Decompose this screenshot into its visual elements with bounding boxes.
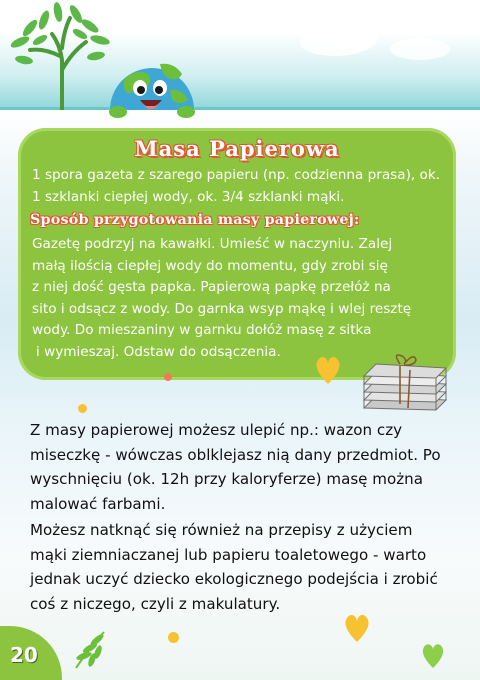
paragraph-line: mąki ziemniaczanej lub papieru toaletowego - warto [30,545,427,564]
paragraph-line: malować farbami. [30,494,166,513]
method-line: Gazetę podrzyj na kawałki. Umieść w naczyniu. Zalej [32,236,393,252]
earth-mascot-icon [104,40,200,120]
paragraph-line: Możesz natknąć się również na przepisy z użyciem [30,521,413,539]
cloud [330,22,378,52]
method-line: i wymieszaj. Odstaw do odsączenia. [36,343,281,360]
method-line: sito i odsącz z wody. Do garnka wsyp mąkę i wlej resztę [32,300,412,317]
method-line: małą ilością ciepłej wody do momentu, gdy zrobi się [32,257,388,274]
card-title: Masa Papierowa [134,136,340,161]
decorative-dot [168,632,179,643]
ingredients-text: 1 spora gazeta z szarego papieru (np. codzienna prasa), ok. 1 szklanki ciepłej wody, ok. 3/4 szklanki mąki. [32,167,441,205]
decorative-dot [164,373,172,381]
recipe-card [18,128,456,380]
paragraph-usage [30,418,450,516]
paragraph-line: coś z niczego, czyli z makulatury. [30,594,281,613]
decorative-dot [78,404,87,413]
paragraph-line: miseczkę - wówczas oblklejasz nią dany przedmiot. Po [30,445,441,464]
paragraph-line: wyschnięciu (ok. 12h przy kaloryferze) masę można [30,470,423,488]
cloud [390,38,450,60]
heart-icon [314,352,342,386]
leaf-icon [70,626,110,670]
paragraph-alternatives [30,518,450,616]
page-number: 20 [10,643,38,667]
paragraph-line: jednak uczyć dziecko ekologicznego podejścia i zrobić [30,570,438,588]
heart-icon [420,640,446,670]
method-heading: Sposób przygotowania masy papierowej: [30,212,360,228]
paragraph-line: Z masy papierowej możesz ulepić np.: wazon czy [30,421,403,439]
method-line: z niej dość gęsta papka. Papierową papkę przełóż na [32,279,391,296]
method-line: wody. Do mieszaniny w garnku dołóż masę z sitka [32,322,372,339]
tree-icon [0,0,120,110]
newspaper-stack-icon [356,348,452,420]
method-text [32,234,448,364]
